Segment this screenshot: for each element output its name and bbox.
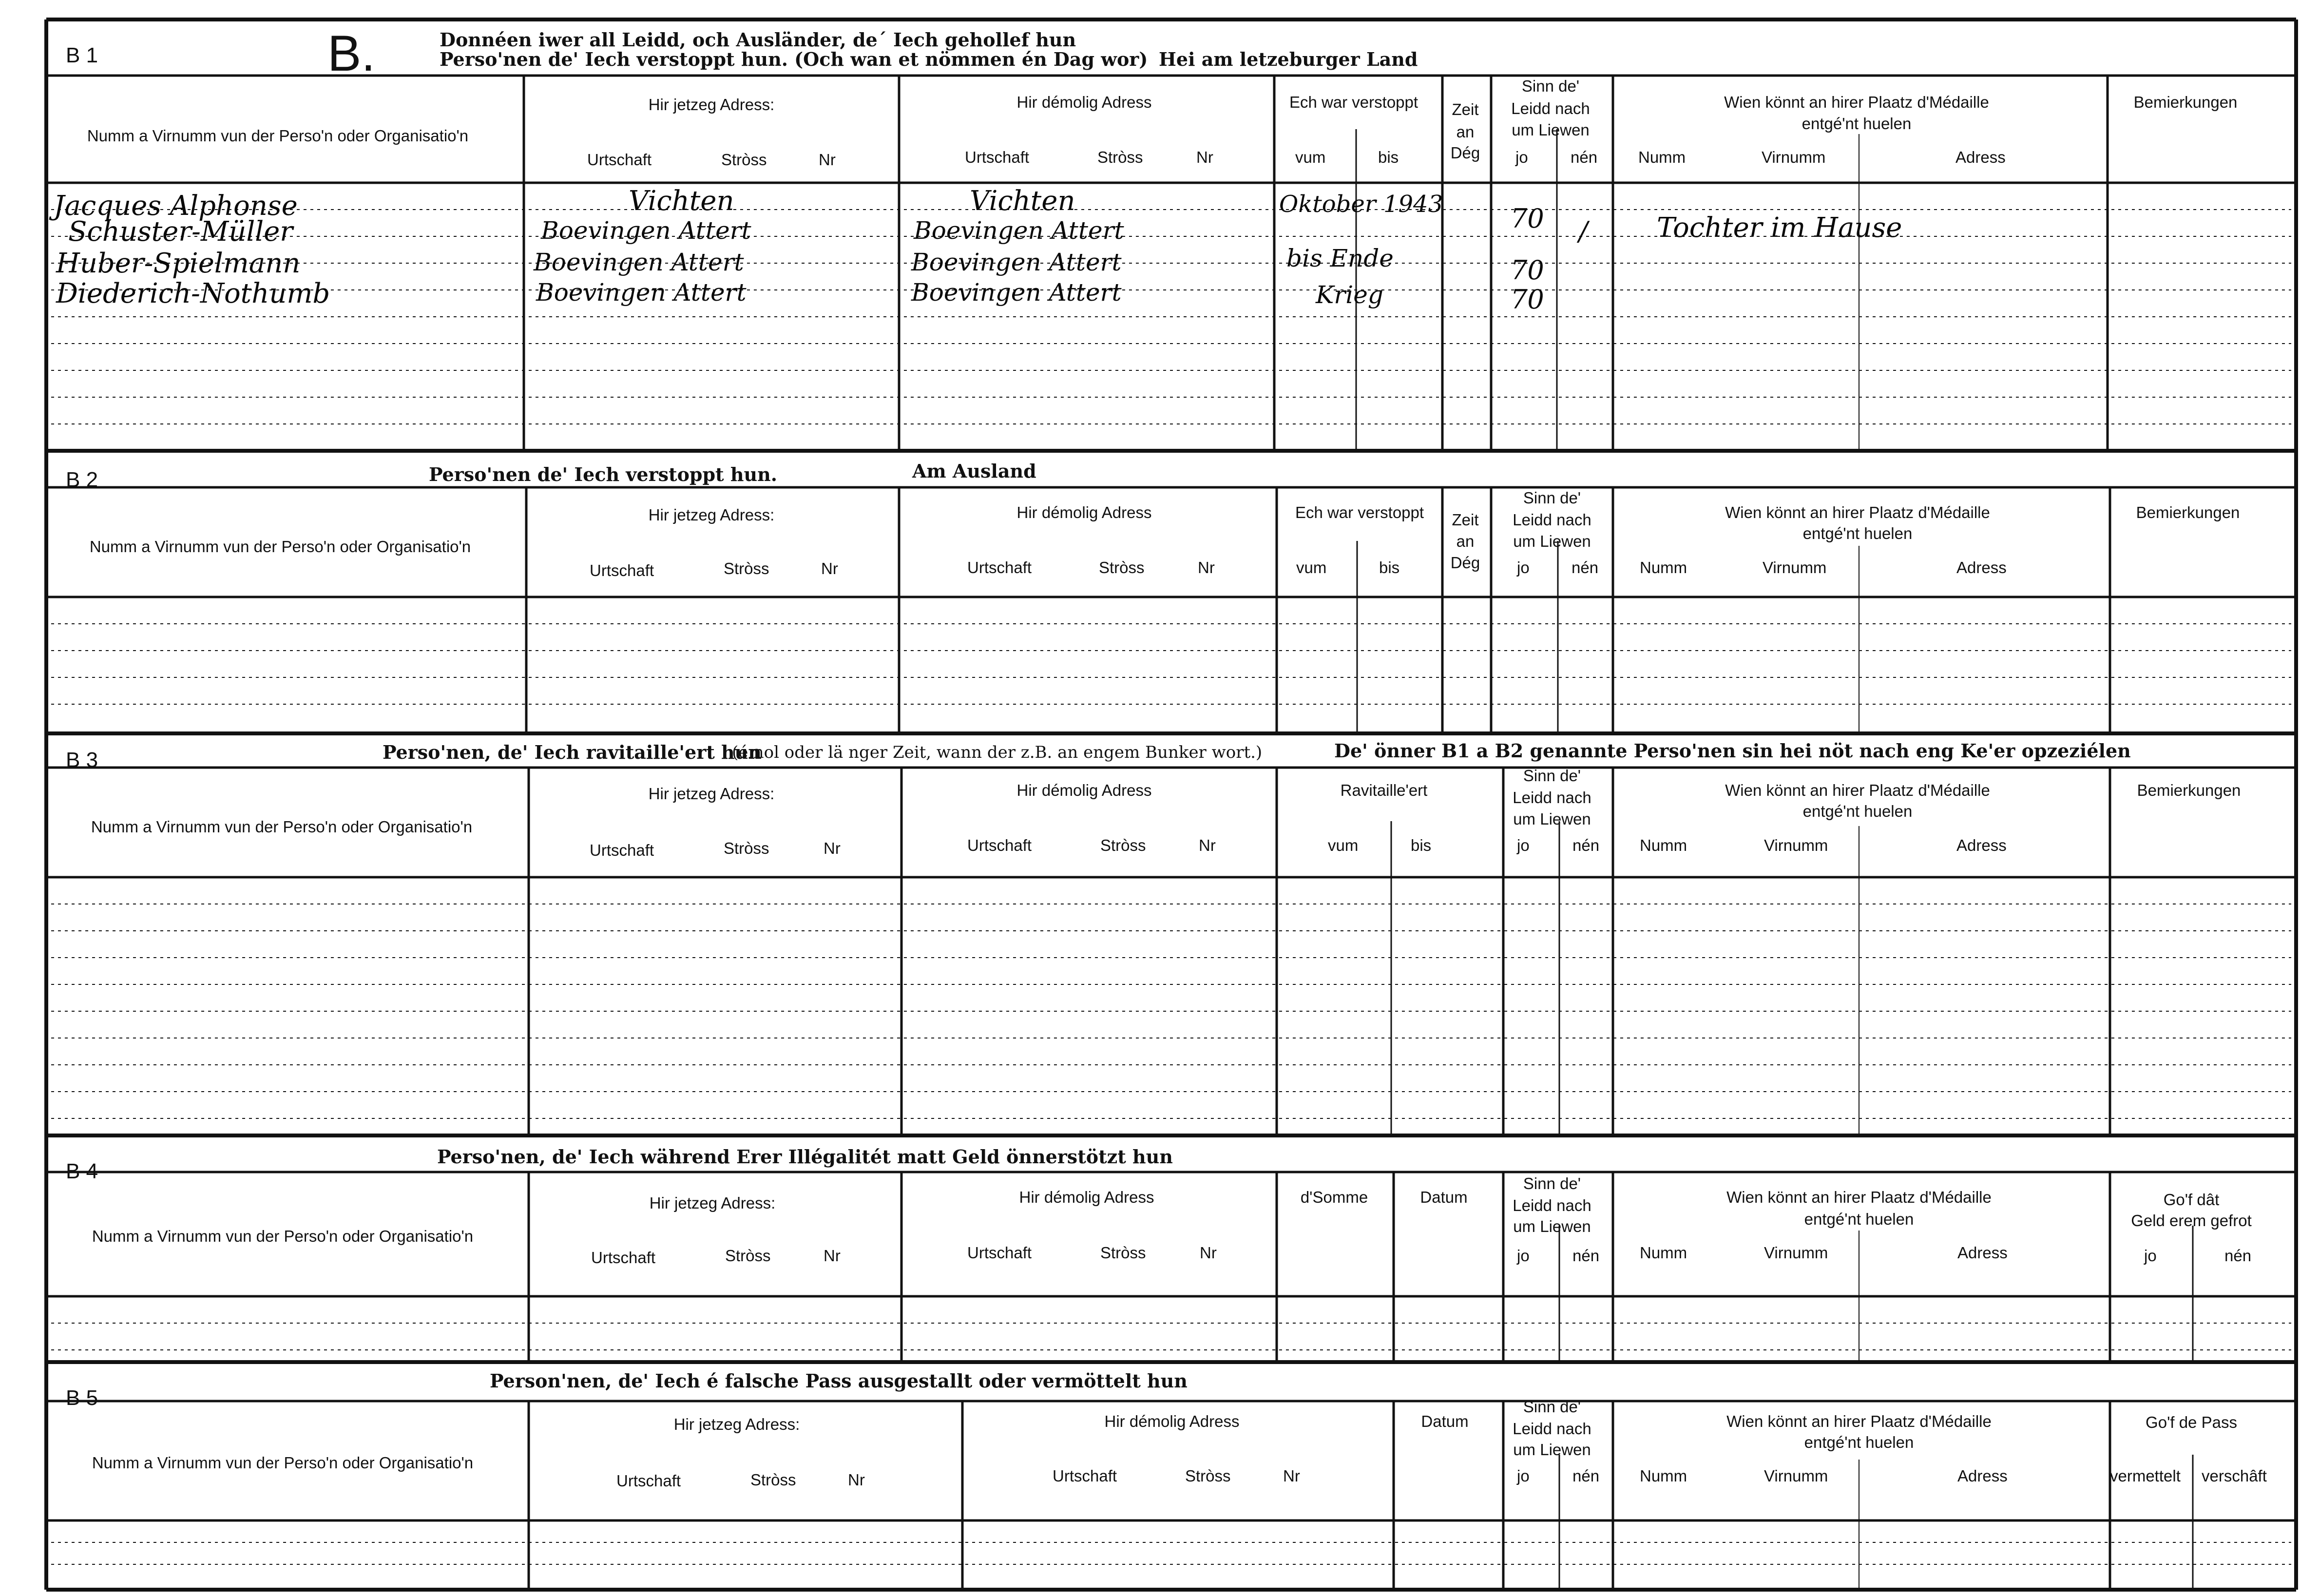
section-b5-id: B 5: [66, 1386, 98, 1410]
b3-header-nr-2: Nr: [1199, 836, 1216, 854]
b1-row-4-former: Boevingen Attert: [911, 278, 1122, 307]
b1-header-no: nén: [1571, 148, 1598, 166]
b3-header-firstname: Virnumm: [1764, 836, 1828, 854]
b1-header-yes: jo: [1515, 148, 1528, 166]
b2-header-medal-2: entgé'nt huelen: [1802, 524, 1913, 542]
b5-header-street-2: Stròss: [1185, 1467, 1231, 1485]
b4-header-alive-1: Sinn de': [1523, 1174, 1581, 1192]
section-b2-id: B 2: [66, 468, 98, 492]
b4-header-surname: Numm: [1640, 1244, 1687, 1262]
b5-header-name: Numm a Virnumm vun der Perso'n oder Organisatio'n: [92, 1454, 474, 1472]
b1-row-1-name: Jacques Alphonse: [54, 190, 298, 222]
b3-header-address: Adress: [1956, 836, 2007, 854]
b4-header-yes-2: jo: [2144, 1247, 2157, 1265]
b5-header-address: Adress: [1957, 1467, 2008, 1485]
b1-header-duration-1: Zeit: [1452, 100, 1479, 118]
b2-header-medal-1: Wien könnt an hirer Plaatz d'Médaille: [1725, 503, 1990, 521]
b2-header-name: Numm a Virnumm vun der Perso'n oder Organisatio'n: [89, 538, 471, 556]
b1-row-4-current: Boevingen Attert: [536, 278, 747, 307]
b1-header-firstname: Virnumm: [1762, 148, 1826, 166]
b1-header-remarks: Bemierkungen: [2133, 93, 2238, 111]
b2-header-from: vum: [1296, 558, 1327, 577]
b1-header-nr: Nr: [819, 151, 836, 169]
b1-row-2-current: Boevingen Attert: [541, 216, 751, 245]
b4-header-firstname: Virnumm: [1764, 1244, 1828, 1262]
b4-header-alive-2: Leidd nach: [1513, 1196, 1591, 1214]
b1-header-duration-3: Dég: [1450, 144, 1480, 162]
b2-header-surname: Numm: [1640, 558, 1687, 577]
b2-header-duration-2: an: [1456, 532, 1475, 550]
b1-row-3-name: Huber-Spielmann: [56, 248, 301, 279]
b4-header-current-address: Hir jetzeg Adress:: [649, 1194, 776, 1212]
b2-header-nr-2: Nr: [1198, 558, 1215, 577]
b4-header-yes: jo: [1517, 1247, 1530, 1265]
b1-header-current-address: Hir jetzeg Adress:: [648, 96, 775, 114]
b5-header-alive-3: um Liewen: [1513, 1441, 1591, 1459]
b1-header-alive-3: um Liewen: [1512, 121, 1590, 139]
b2-header-alive-2: Leidd nach: [1513, 511, 1591, 529]
b5-header-nr: Nr: [848, 1471, 865, 1489]
b2-header-street: Stròss: [724, 559, 769, 577]
section-b4-id: B 4: [66, 1159, 98, 1183]
b3-header-surname: Numm: [1640, 836, 1687, 854]
b3-header-alive-2: Leidd nach: [1513, 788, 1591, 807]
b2-header-street-2: Stròss: [1099, 558, 1145, 577]
b3-header-supplied: Ravitaille'ert: [1340, 781, 1428, 799]
section-b3-title-b: (émol oder lä nger Zeit, wann der z.B. an engem Bunker wort.): [732, 743, 1263, 762]
b3-header-alive-3: um Liewen: [1513, 810, 1591, 828]
b1-header-street: Stròss: [721, 151, 767, 169]
b4-header-no-2: nén: [2224, 1247, 2252, 1265]
b5-header-pass: Go'f de Pass: [2146, 1413, 2237, 1431]
b4-header-date: Datum: [1420, 1188, 1468, 1206]
b1-row-3-current: Boevingen Attert: [534, 248, 744, 276]
section-b5-title: Person'nen, de' Iech é falsche Pass ausgestallt oder vermöttelt hun: [490, 1370, 1188, 1392]
b1-header-to: bis: [1378, 148, 1399, 166]
b4-header-sum: d'Somme: [1300, 1188, 1368, 1206]
b5-header-date: Datum: [1421, 1412, 1469, 1430]
b1-header-address: Adress: [1955, 148, 2006, 166]
b5-header-former-address: Hir démolig Adress: [1104, 1412, 1240, 1430]
b4-header-name: Numm a Virnumm vun der Perso'n oder Organisatio'n: [92, 1227, 474, 1245]
section-b1-title-1: Donnéen iwer all Leidd, och Ausländer, de´ Iech gehollef hun: [440, 29, 1076, 51]
b4-header-medal-1: Wien könnt an hirer Plaatz d'Médaille: [1726, 1188, 1992, 1206]
b5-header-alive-1: Sinn de': [1523, 1398, 1581, 1416]
b1-row-3-former: Boevingen Attert: [911, 248, 1122, 276]
b1-row-4-name: Diederich-Nothumb: [56, 278, 330, 309]
b1-header-street-2: Stròss: [1097, 148, 1143, 166]
b4-header-town: Urtschaft: [591, 1249, 656, 1267]
b1-row-4-from: Krieg: [1316, 281, 1383, 309]
b1-header-medal-2: entgé'nt huelen: [1802, 115, 1912, 133]
b4-header-gave-2: Geld erem gefrot: [2131, 1211, 2252, 1230]
b2-header-to: bis: [1379, 558, 1400, 577]
b1-header-medal-1: Wien könnt an hirer Plaatz d'Médaille: [1724, 93, 1989, 111]
section-b3-title-c: De' önner B1 a B2 genannte Perso'nen sin hei nöt nach eng Ke'er opzeziélen: [1334, 740, 2131, 762]
b5-header-alive-2: Leidd nach: [1513, 1420, 1591, 1438]
b4-header-no: nén: [1572, 1247, 1600, 1265]
section-b2-title-b: Am Ausland: [912, 460, 1036, 482]
b5-header-surname: Numm: [1640, 1467, 1687, 1485]
b2-header-duration-1: Zeit: [1452, 511, 1479, 529]
b4-header-alive-3: um Liewen: [1513, 1217, 1591, 1235]
b2-header-former-address: Hir démolig Adress: [1016, 503, 1152, 521]
b4-header-gave-1: Go'f dât: [2163, 1191, 2220, 1209]
b2-header-town: Urtschaft: [590, 561, 654, 579]
b1-row-1-former: Vichten: [970, 185, 1075, 217]
b3-header-nr: Nr: [824, 839, 841, 857]
b5-header-mediated: vermettelt: [2110, 1467, 2181, 1485]
b4-header-street-2: Stròss: [1100, 1244, 1146, 1262]
b4-header-nr-2: Nr: [1200, 1244, 1217, 1262]
b3-header-remarks: Bemierkungen: [2137, 781, 2241, 799]
b1-header-former-address: Hir démolig Adress: [1016, 93, 1152, 111]
b3-header-former-address: Hir démolig Adress: [1016, 781, 1152, 799]
b3-header-no: nén: [1572, 836, 1600, 854]
b2-header-yes: jo: [1517, 558, 1530, 577]
section-b3-title-a: Perso'nen, de' Iech ravitaille'ert hun: [383, 741, 762, 763]
b2-header-alive-1: Sinn de': [1523, 489, 1581, 507]
b5-header-medal-1: Wien könnt an hirer Plaatz d'Médaille: [1726, 1412, 1992, 1430]
b1-row-1-medal: Tochter im Hause: [1657, 212, 1902, 244]
b1-header-from: vum: [1295, 148, 1326, 166]
b5-header-medal-2: entgé'nt huelen: [1804, 1433, 1914, 1451]
b5-header-current-address: Hir jetzeg Adress:: [673, 1415, 800, 1433]
b3-header-street: Stròss: [724, 839, 769, 857]
section-b-letter: B.: [327, 25, 376, 82]
b3-header-current-address: Hir jetzeg Adress:: [648, 785, 775, 803]
b3-header-town: Urtschaft: [590, 841, 654, 859]
b1-row-2-no: /: [1579, 216, 1588, 247]
b3-header-street-2: Stròss: [1100, 836, 1146, 854]
b1-row-1-current: Vichten: [629, 185, 734, 217]
b1-header-surname: Numm: [1638, 148, 1686, 166]
b5-header-yes: jo: [1517, 1467, 1530, 1485]
b3-header-to: bis: [1411, 836, 1432, 854]
b5-header-town: Urtschaft: [616, 1472, 681, 1490]
b4-header-nr: Nr: [824, 1247, 841, 1265]
b3-header-yes: jo: [1517, 836, 1530, 854]
b2-header-town-2: Urtschaft: [967, 558, 1032, 577]
b3-header-alive-1: Sinn de': [1523, 767, 1581, 785]
section-b1-title-2b: Hei am letzeburger Land: [1159, 48, 1418, 70]
b3-header-town-2: Urtschaft: [967, 836, 1032, 854]
b1-header-alive-1: Sinn de': [1521, 77, 1580, 95]
b2-header-firstname: Virnumm: [1763, 558, 1827, 577]
b4-header-former-address: Hir démolig Adress: [1019, 1188, 1154, 1206]
b1-header-alive-2: Leidd nach: [1511, 99, 1590, 117]
section-b2-title: Perso'nen de' Iech verstoppt hun.: [429, 463, 777, 485]
b1-row-4-yes: 70: [1511, 284, 1544, 315]
b2-header-alive-3: um Liewen: [1513, 532, 1591, 550]
b3-header-name: Numm a Virnumm vun der Perso'n oder Organisatio'n: [91, 818, 473, 836]
section-b1-id: B 1: [66, 43, 98, 67]
b1-header-name: Numm a Virnumm vun der Perso'n oder Organisatio'n: [87, 127, 469, 145]
b1-header-hidden: Ech war verstoppt: [1289, 93, 1418, 111]
b1-row-2-name: Schuster-Müller: [68, 216, 293, 248]
b3-header-medal-1: Wien könnt an hirer Plaatz d'Médaille: [1725, 781, 1990, 799]
b2-header-no: nén: [1572, 558, 1599, 577]
b4-header-medal-2: entgé'nt huelen: [1804, 1210, 1914, 1228]
b1-row-1-from: Oktober 1943: [1279, 191, 1443, 218]
b1-row-1-yes: 70: [1511, 203, 1544, 234]
b3-header-medal-2: entgé'nt huelen: [1802, 802, 1913, 820]
b1-row-3-from: bis Ende: [1286, 244, 1394, 272]
b5-header-town-2: Urtschaft: [1053, 1467, 1117, 1485]
b5-header-nr-2: Nr: [1283, 1467, 1300, 1485]
b2-header-remarks: Bemierkungen: [2136, 503, 2240, 521]
b1-header-nr-2: Nr: [1196, 148, 1213, 166]
section-b4-title: Perso'nen, de' Iech während Erer Illégalitét matt Geld önnerstötzt hun: [437, 1146, 1173, 1168]
b4-header-street: Stròss: [725, 1247, 771, 1265]
b1-row-2-former: Boevingen Attert: [914, 216, 1124, 245]
b1-header-duration-2: an: [1456, 123, 1475, 141]
b4-header-town-2: Urtschaft: [967, 1244, 1032, 1262]
b2-header-nr: Nr: [821, 559, 838, 577]
b5-header-firstname: Virnumm: [1764, 1467, 1828, 1485]
section-b3-id: B 3: [66, 748, 98, 772]
b1-row-3-yes: 70: [1511, 255, 1544, 286]
section-b1-title-2: Perso'nen de' Iech verstoppt hun. (Och wan et nömmen én Dag wor): [440, 48, 1148, 70]
b1-header-town-2: Urtschaft: [965, 148, 1030, 166]
b3-header-from: vum: [1328, 836, 1359, 854]
b5-header-street: Stròss: [750, 1471, 796, 1489]
b5-header-no: nén: [1572, 1467, 1600, 1485]
b1-header-town: Urtschaft: [587, 151, 652, 169]
b2-header-hidden: Ech war verstoppt: [1295, 503, 1424, 521]
b5-header-issued: verschâft: [2202, 1467, 2267, 1485]
b2-header-address: Adress: [1956, 558, 2007, 577]
b2-header-duration-3: Dég: [1450, 554, 1480, 572]
b2-header-current-address: Hir jetzeg Adress:: [648, 506, 775, 524]
b4-header-address: Adress: [1957, 1244, 2008, 1262]
